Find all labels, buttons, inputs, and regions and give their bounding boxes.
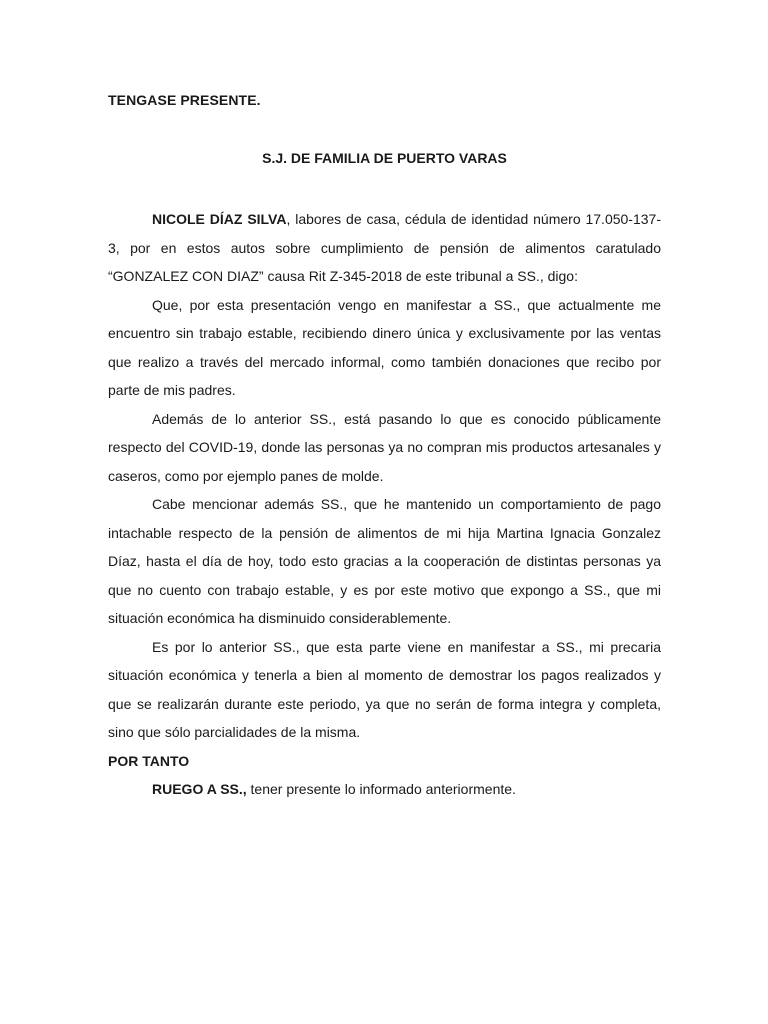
closing-text: tener presente lo informado anteriormente. xyxy=(246,781,516,797)
paragraph-3: Cabe mencionar además SS., que he mantenido un comportamiento de pago intachable respecto de la pensión de alimentos de mi hija Martina Ignacia Gonzalez Díaz, hasta el día de hoy, todo esto gracias a la cooperación de distintas personas ya que no cuento con trabajo estable, y es por este motivo que expongo a SS., que mi situación económica ha disminuido considerablemente. xyxy=(108,496,661,626)
paragraph-2: Además de lo anterior SS., está pasando lo que es conocido públicamente respecto del COVID-19, donde las personas ya no compran mis productos artesanales y caseros, como por ejemplo panes de molde. xyxy=(108,410,661,484)
paragraph-4: Es por lo anterior SS., que esta parte viene en manifestar a SS., mi precaria situación económica y tenerla a bien al momento de demostrar los pagos realizados y que se realizarán durante este periodo, ya que no serán de forma integra y completa, sino que sólo parcialidades de la misma. xyxy=(108,638,661,740)
court-title: S.J. DE FAMILIA DE PUERTO VARAS xyxy=(262,150,507,166)
document-heading: TENGASE PRESENTE. xyxy=(108,92,261,108)
document-body xyxy=(108,205,661,804)
petitioner-name: NICOLE DÍAZ SILVA xyxy=(152,211,287,227)
por-tanto-heading: POR TANTO xyxy=(108,752,190,769)
intro-paragraph xyxy=(108,205,661,291)
intro-text: , labores de casa, cédula de identidad número 17.050-137-3, por en estos autos sobre cumplimiento de pensión de alimentos caratulado “GONZALEZ CON DIAZ” causa Rit Z-345-2018 de este tribunal a SS., digo: xyxy=(108,211,661,284)
closing-request: RUEGO A SS., xyxy=(152,781,247,797)
closing-paragraph xyxy=(108,775,661,804)
paragraph-1: Que, por esta presentación vengo en manifestar a SS., que actualmente me encuentro sin trabajo estable, recibiendo dinero única y exclusivamente por las ventas que realizo a través del mercado informal, como también donaciones que recibo por parte de mis padres. xyxy=(108,296,661,398)
